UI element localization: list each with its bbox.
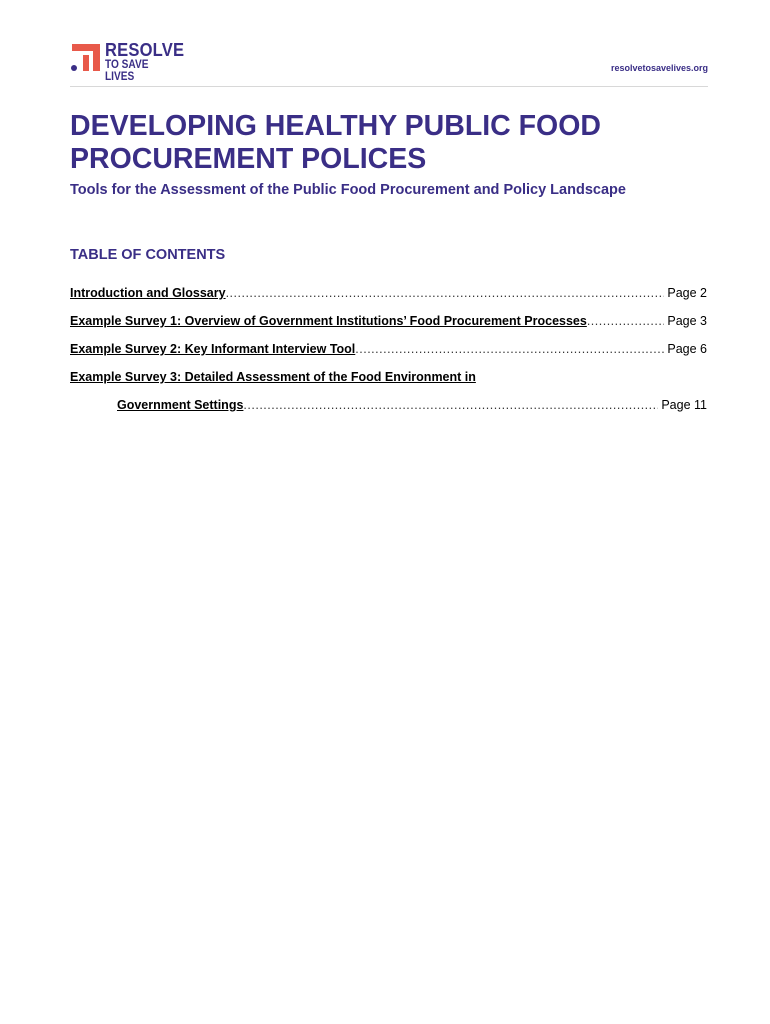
resolve-logo-icon bbox=[70, 41, 102, 73]
toc-leader-dots bbox=[355, 342, 664, 356]
toc-leader-dots bbox=[243, 398, 658, 412]
toc-entry bbox=[70, 314, 707, 330]
toc-page-number: Page 2 bbox=[667, 286, 707, 300]
website-link[interactable]: resolvetosavelives.org bbox=[610, 63, 708, 73]
toc-entry bbox=[70, 370, 707, 386]
resolve-logo[interactable] bbox=[70, 40, 190, 83]
toc-link-introduction[interactable]: Introduction and Glossary bbox=[70, 286, 226, 300]
toc-entry bbox=[117, 398, 707, 414]
logo-wordmark-top: RESOLVE bbox=[105, 40, 185, 60]
toc-page-number: Page 11 bbox=[661, 398, 707, 412]
logo-wordmark-bottom: TO SAVE LIVES bbox=[105, 59, 149, 83]
toc-entry bbox=[70, 342, 707, 358]
toc-leader-dots bbox=[587, 314, 665, 328]
toc-page-number: Page 3 bbox=[667, 314, 707, 328]
toc-entry bbox=[70, 286, 707, 302]
document-title: DEVELOPING HEALTHY PUBLIC FOOD PROCUREMENT POLICES bbox=[70, 110, 601, 175]
toc-heading: TABLE OF CONTENTS bbox=[70, 247, 226, 263]
header-divider bbox=[70, 86, 708, 87]
toc-page-number: Page 6 bbox=[667, 342, 707, 356]
page-header bbox=[70, 41, 708, 87]
toc-leader-dots bbox=[226, 286, 665, 300]
toc-link-survey-3[interactable]: Example Survey 3: Detailed Assessment of the Food Environment in bbox=[70, 370, 476, 384]
toc-link-survey-2[interactable]: Example Survey 2: Key Informant Interview Tool bbox=[70, 342, 356, 356]
toc-link-survey-1[interactable]: Example Survey 1: Overview of Government Institutions’ Food Procurement Processes bbox=[70, 314, 587, 328]
toc-link-survey-3-continued[interactable]: Government Settings bbox=[117, 398, 244, 412]
document-subtitle: Tools for the Assessment of the Public Food Procurement and Policy Landscape bbox=[70, 182, 626, 198]
